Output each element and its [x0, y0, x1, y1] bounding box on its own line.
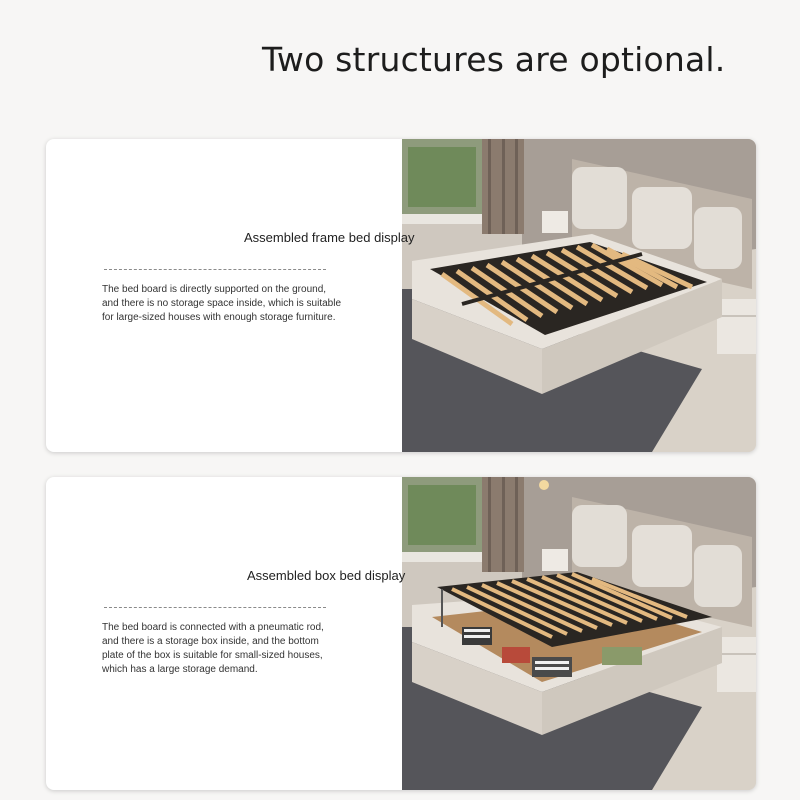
- option-card-frame-bed: [46, 139, 756, 452]
- frame-bed-label: Assembled frame bed display: [244, 230, 415, 245]
- frame-bed-divider: [104, 269, 326, 270]
- frame-bed-description: The bed board is directly supported on the ground, and there is no storage space inside, which is suitable for large-sized houses with enough storage furniture.: [102, 284, 342, 323]
- box-bed-photo: [402, 477, 756, 790]
- option-card-box-bed: [46, 477, 756, 790]
- box-bed-label: Assembled box bed display: [247, 568, 406, 583]
- box-bed-divider: [104, 607, 326, 608]
- page-headline: Two structures are optional.: [262, 40, 726, 79]
- frame-bed-photo: [402, 139, 756, 452]
- box-bed-description: The bed board is connected with a pneumatic rod, and there is a storage box inside, and the bottom plate of the box is suitable for small-sized houses, which has a large storage demand.: [102, 622, 324, 675]
